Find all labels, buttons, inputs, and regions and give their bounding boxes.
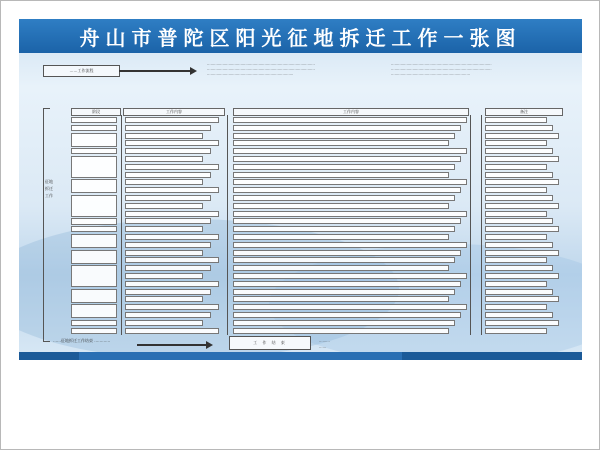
side-label: 征地拆迁工作 [45, 179, 53, 198]
note-line: …… [319, 345, 327, 349]
note-cell [485, 133, 559, 139]
note-cell [485, 242, 553, 248]
step-cell [125, 148, 211, 154]
note-cell [485, 250, 559, 256]
content-cell [233, 250, 461, 256]
top-notes-left [207, 62, 377, 77]
stage-cell [71, 304, 117, 318]
content-cell [233, 289, 455, 295]
stage-cell [71, 117, 117, 123]
note-cell [485, 265, 553, 271]
step-cell [125, 273, 203, 279]
step-cell [125, 218, 211, 224]
content-cell [233, 195, 455, 201]
step-cell [125, 250, 203, 256]
note-cell [485, 257, 547, 263]
note-cell [485, 281, 547, 287]
note-cell [485, 312, 553, 318]
content-cell [233, 242, 467, 248]
header-notes: 备注 [485, 108, 563, 116]
content-cell [233, 226, 455, 232]
step-cell [125, 328, 219, 334]
stage-cell [71, 289, 117, 303]
note-cell [485, 304, 547, 310]
step-cell [125, 133, 203, 139]
step-cell [125, 242, 211, 248]
top-notes-right [391, 62, 556, 77]
content-cell [233, 203, 449, 209]
note-cell [485, 218, 553, 224]
top-arrow [119, 70, 191, 72]
content-cell [233, 187, 461, 193]
note-cell [485, 156, 559, 162]
content-cell [233, 179, 467, 185]
stage-cell [71, 156, 117, 178]
step-cell [125, 296, 203, 302]
step-cell [125, 211, 219, 217]
note-cell [485, 125, 553, 131]
stage-cell [71, 133, 117, 147]
note-line: ……………………………………………………………… [207, 72, 294, 76]
content-cell [233, 164, 455, 170]
content-cell [233, 265, 449, 271]
note-cell [485, 195, 553, 201]
step-cell [125, 257, 219, 263]
note-line: ………………………………………………………………………… [391, 67, 492, 71]
content-cell [233, 304, 467, 310]
step-cell [125, 140, 219, 146]
flowchart [19, 53, 582, 352]
note-line: ……… [319, 339, 330, 343]
note-cell [485, 296, 559, 302]
step-cell [125, 172, 211, 178]
content-cell [233, 133, 455, 139]
side-bracket [43, 108, 50, 342]
note-cell [485, 172, 553, 178]
stage-cell [71, 250, 117, 264]
note-cell [485, 211, 547, 217]
content-cell [233, 328, 449, 334]
content-cell [233, 211, 467, 217]
step-cell [125, 164, 219, 170]
step-cell [125, 187, 219, 193]
content-cell [233, 296, 449, 302]
step-cell [125, 234, 219, 240]
stage-cell [71, 125, 117, 131]
step-cell [125, 203, 203, 209]
step-cell [125, 125, 211, 131]
step-cell [125, 265, 211, 271]
stage-cell [71, 265, 117, 287]
content-cell [233, 148, 467, 154]
note-cell [485, 328, 547, 334]
step-cell [125, 156, 203, 162]
stage-cell [71, 195, 117, 217]
stage-cell [71, 226, 117, 232]
poster-bottom-bar [19, 352, 582, 360]
note-cell [485, 187, 547, 193]
stage-cell [71, 328, 117, 334]
note-line: ………………………………………………………………………… [391, 62, 492, 66]
step-cell [125, 179, 203, 185]
step-cell [125, 304, 219, 310]
divider-line [121, 115, 122, 335]
content-cell [233, 172, 449, 178]
step-cell [125, 117, 219, 123]
stage-cell [71, 148, 117, 154]
content-cell [233, 234, 449, 240]
divider-line [481, 115, 482, 335]
divider-line [470, 115, 471, 335]
bottom-notes [319, 338, 330, 350]
content-cell [233, 218, 461, 224]
note-cell [485, 148, 553, 154]
stage-cell [71, 234, 117, 248]
note-cell [485, 164, 547, 170]
content-cell [233, 156, 461, 162]
header-steps: 工作内容 [123, 108, 225, 116]
content-cell [233, 281, 461, 287]
note-cell [485, 234, 547, 240]
header-stage: 阶段 [71, 108, 121, 116]
note-cell [485, 226, 559, 232]
top-flow-box: ……工作流程 [43, 65, 120, 77]
content-cell [233, 140, 449, 146]
bottom-flow-box: 工 作 结 束 [229, 336, 311, 350]
step-cell [125, 195, 211, 201]
note-cell [485, 179, 559, 185]
step-cell [125, 289, 211, 295]
note-cell [485, 117, 547, 123]
stage-cell [71, 218, 117, 224]
header-content: 工作内容 [233, 108, 469, 116]
content-cell [233, 125, 461, 131]
note-cell [485, 273, 559, 279]
step-cell [125, 320, 203, 326]
note-cell [485, 140, 547, 146]
note-cell [485, 320, 559, 326]
step-cell [125, 226, 203, 232]
title-bar [19, 19, 582, 53]
divider-line [227, 115, 228, 335]
step-cell [125, 281, 219, 287]
content-cell [233, 320, 455, 326]
bottom-flow-text: ……征地拆迁工作结束 ………… [53, 338, 111, 343]
content-cell [233, 117, 467, 123]
bottom-arrow [137, 344, 207, 346]
note-line: ………………………………………………………… [391, 72, 471, 76]
note-line: ……………………………………………………………………………… [207, 62, 315, 66]
stage-cell [71, 179, 117, 193]
stage-cell [71, 320, 117, 326]
step-cell [125, 312, 211, 318]
note-cell [485, 203, 559, 209]
note-cell [485, 289, 553, 295]
poster-title: 舟山市普陀区阳光征地拆迁工作一张图 [79, 25, 522, 50]
poster [19, 19, 582, 360]
content-cell [233, 257, 455, 263]
content-cell [233, 273, 467, 279]
content-cell [233, 312, 461, 318]
note-line: ……………………………………………………………………………… [207, 67, 315, 71]
